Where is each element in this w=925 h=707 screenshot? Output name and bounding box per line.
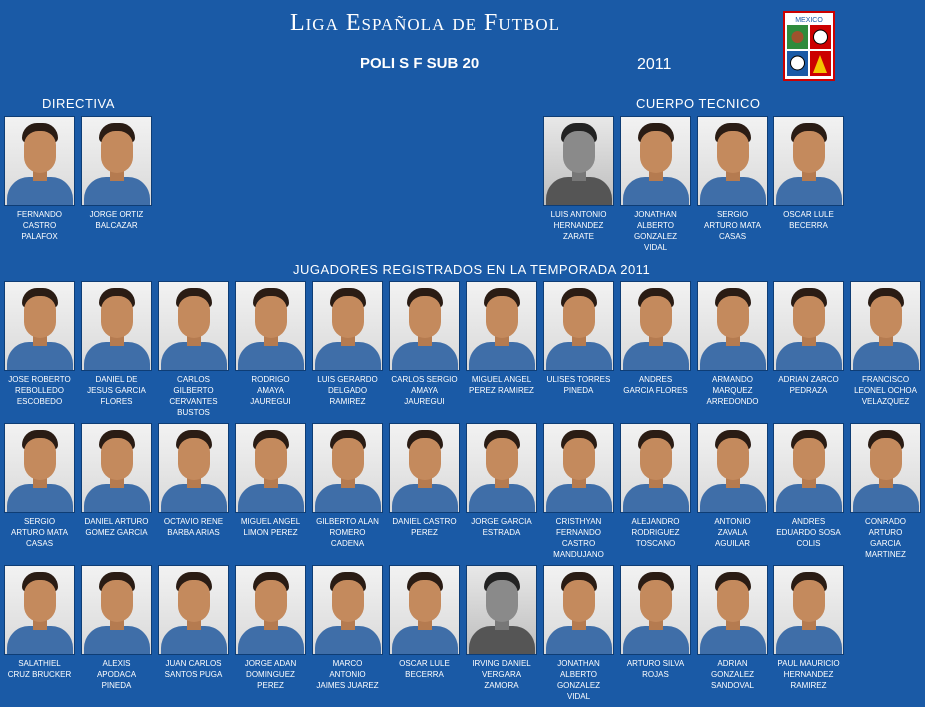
person-name: OSCAR LULE BECERRA bbox=[783, 210, 834, 230]
player-card bbox=[312, 281, 383, 407]
player-card bbox=[389, 423, 460, 538]
person-name: ALEXIS APODACA PINEDA bbox=[96, 659, 137, 690]
portrait-photo bbox=[466, 423, 537, 513]
portrait-photo bbox=[235, 565, 306, 655]
person-name: FRANCISCO LEONEL OCHOA VELAZQUEZ bbox=[854, 375, 917, 406]
person-name: OCTAVIO RENE BARBA ARIAS bbox=[163, 517, 224, 537]
person-name: ANDRES EDUARDO SOSA COLIS bbox=[776, 517, 841, 548]
portrait-photo bbox=[4, 423, 75, 513]
person-name: JUAN CARLOS SANTOS PUGA bbox=[164, 659, 223, 679]
portrait-photo bbox=[81, 116, 152, 206]
person-name: FERNANDO CASTRO PALAFOX bbox=[17, 210, 62, 241]
player-card bbox=[773, 423, 844, 549]
player-card bbox=[543, 423, 614, 560]
staff-member-card bbox=[620, 116, 691, 253]
portrait-photo bbox=[850, 423, 921, 513]
person-name: JORGE GARCIA ESTRADA bbox=[471, 517, 532, 537]
person-name: CARLOS GILBERTO CERVANTES BUSTOS bbox=[169, 375, 218, 417]
person-name: ARMANDO MARQUEZ ARREDONDO bbox=[706, 375, 759, 406]
player-card bbox=[81, 565, 152, 691]
player-card bbox=[158, 423, 229, 538]
portrait-photo bbox=[389, 281, 460, 371]
portrait-photo bbox=[389, 565, 460, 655]
portrait-photo bbox=[81, 423, 152, 513]
player-card bbox=[773, 565, 844, 691]
portrait-photo bbox=[4, 281, 75, 371]
portrait-photo bbox=[312, 423, 383, 513]
player-card bbox=[312, 423, 383, 549]
person-name: MIGUEL ANGEL PEREZ RAMIREZ bbox=[469, 375, 534, 395]
player-card bbox=[389, 281, 460, 407]
portrait-photo bbox=[620, 423, 691, 513]
portrait-photo bbox=[773, 116, 844, 206]
portrait-photo bbox=[235, 423, 306, 513]
player-card bbox=[850, 423, 921, 560]
portrait-photo bbox=[81, 565, 152, 655]
player-card bbox=[697, 565, 768, 691]
portrait-photo bbox=[312, 565, 383, 655]
person-name: ANDRES GARCIA FLORES bbox=[623, 375, 688, 395]
portrait-photo bbox=[158, 565, 229, 655]
portrait-photo bbox=[850, 281, 921, 371]
player-card bbox=[620, 423, 691, 549]
portrait-photo bbox=[4, 565, 75, 655]
portrait-photo bbox=[697, 565, 768, 655]
person-name: CONRADO ARTURO GARCIA MARTINEZ bbox=[865, 517, 906, 559]
portrait-photo bbox=[4, 116, 75, 206]
person-name: LUIS ANTONIO HERNANDEZ ZARATE bbox=[550, 210, 607, 241]
player-card bbox=[620, 281, 691, 396]
league-title: Liga Española de Futbol bbox=[289, 10, 561, 36]
player-card bbox=[235, 423, 306, 538]
team-name: POLI S F SUB 20 bbox=[360, 55, 480, 72]
portrait-photo bbox=[158, 423, 229, 513]
player-card bbox=[235, 565, 306, 691]
player-card bbox=[466, 565, 537, 691]
portrait-photo bbox=[158, 281, 229, 371]
person-name: PAUL MAURICIO HERNANDEZ RAMIREZ bbox=[777, 659, 840, 690]
player-card bbox=[466, 281, 537, 396]
player-card bbox=[81, 281, 152, 407]
staff-member-card bbox=[543, 116, 614, 242]
person-name: IRVING DANIEL VERGARA ZAMORA bbox=[472, 659, 531, 690]
board-member-card bbox=[4, 116, 75, 242]
season-year: 2011 bbox=[637, 56, 672, 73]
player-card bbox=[543, 565, 614, 702]
portrait-photo bbox=[81, 281, 152, 371]
person-name: CRISTHYAN FERNANDO CASTRO MANDUJANO bbox=[553, 517, 604, 559]
person-name: GILBERTO ALAN ROMERO CADENA bbox=[316, 517, 379, 548]
person-name: ADRIAN ZARCO PEDRAZA bbox=[778, 375, 839, 395]
portrait-photo bbox=[466, 281, 537, 371]
svg-text:MEXICO: MEXICO bbox=[795, 17, 823, 24]
person-name: MIGUEL ANGEL LIMON PEREZ bbox=[240, 517, 301, 537]
player-card bbox=[81, 423, 152, 538]
player-card bbox=[312, 565, 383, 691]
portrait-photo bbox=[466, 565, 537, 655]
portrait-photo bbox=[697, 116, 768, 206]
person-name: SERGIO ARTURO MATA CASAS bbox=[11, 517, 68, 548]
section-board: DIRECTIVA bbox=[42, 96, 115, 111]
person-name: JORGE ADAN DOMINGUEZ PEREZ bbox=[244, 659, 297, 690]
staff-member-card bbox=[697, 116, 768, 242]
portrait-photo bbox=[543, 116, 614, 206]
portrait-photo bbox=[312, 281, 383, 371]
person-name: LUIS GERARDO DELGADO RAMIREZ bbox=[317, 375, 378, 406]
player-card bbox=[235, 281, 306, 407]
portrait-photo bbox=[543, 281, 614, 371]
person-name: SALATHIEL CRUZ BRUCKER bbox=[7, 659, 72, 679]
section-players: JUGADORES REGISTRADOS EN LA TEMPORADA 2011 bbox=[293, 262, 651, 277]
player-card bbox=[697, 281, 768, 407]
player-card bbox=[4, 281, 75, 407]
person-name: ARTURO SILVA ROJAS bbox=[626, 659, 685, 679]
portrait-photo bbox=[389, 423, 460, 513]
person-name: DANIEL DE JESUS GARCIA FLORES bbox=[87, 375, 146, 406]
person-name: ANTONIO ZAVALA AGUILAR bbox=[714, 517, 751, 548]
player-card bbox=[389, 565, 460, 680]
player-card bbox=[773, 281, 844, 396]
portrait-photo bbox=[620, 116, 691, 206]
person-name: RODRIGO AMAYA JAUREGUI bbox=[250, 375, 291, 406]
person-name: DANIEL ARTURO GOMEZ GARCIA bbox=[84, 517, 149, 537]
player-card bbox=[620, 565, 691, 680]
portrait-photo bbox=[543, 565, 614, 655]
portrait-photo bbox=[773, 281, 844, 371]
player-card bbox=[850, 281, 921, 407]
person-name: DANIEL CASTRO PEREZ bbox=[392, 517, 457, 537]
portrait-photo bbox=[235, 281, 306, 371]
player-card bbox=[697, 423, 768, 549]
person-name: JOSE ROBERTO REBOLLEDO ESCOBEDO bbox=[8, 375, 71, 406]
person-name: ULISES TORRES PINEDA bbox=[546, 375, 611, 395]
portrait-photo bbox=[543, 423, 614, 513]
person-name: ALEJANDRO RODRIGUEZ TOSCANO bbox=[631, 517, 680, 548]
person-name: MARCO ANTONIO JAIMES JUAREZ bbox=[316, 659, 379, 690]
person-name: JONATHAN ALBERTO GONZALEZ VIDAL bbox=[633, 210, 678, 252]
person-name: CARLOS SERGIO AMAYA JAUREGUI bbox=[391, 375, 458, 406]
person-name: JONATHAN ALBERTO GONZALEZ VIDAL bbox=[556, 659, 601, 701]
person-name: OSCAR LULE BECERRA bbox=[399, 659, 450, 679]
player-card bbox=[4, 423, 75, 549]
portrait-photo bbox=[620, 281, 691, 371]
portrait-photo bbox=[697, 281, 768, 371]
section-staff: CUERPO TECNICO bbox=[636, 96, 761, 111]
portrait-photo bbox=[773, 565, 844, 655]
crest-logo bbox=[783, 11, 835, 81]
person-name: SERGIO ARTURO MATA CASAS bbox=[704, 210, 761, 241]
portrait-photo bbox=[697, 423, 768, 513]
player-card bbox=[158, 281, 229, 418]
board-member-card bbox=[81, 116, 152, 231]
portrait-photo bbox=[773, 423, 844, 513]
player-card bbox=[466, 423, 537, 538]
player-card bbox=[543, 281, 614, 396]
player-card bbox=[4, 565, 75, 680]
portrait-photo bbox=[620, 565, 691, 655]
staff-member-card bbox=[773, 116, 844, 231]
person-name: ADRIAN GONZALEZ SANDOVAL bbox=[710, 659, 755, 690]
player-card bbox=[158, 565, 229, 680]
person-name: JORGE ORTIZ BALCAZAR bbox=[89, 210, 144, 230]
